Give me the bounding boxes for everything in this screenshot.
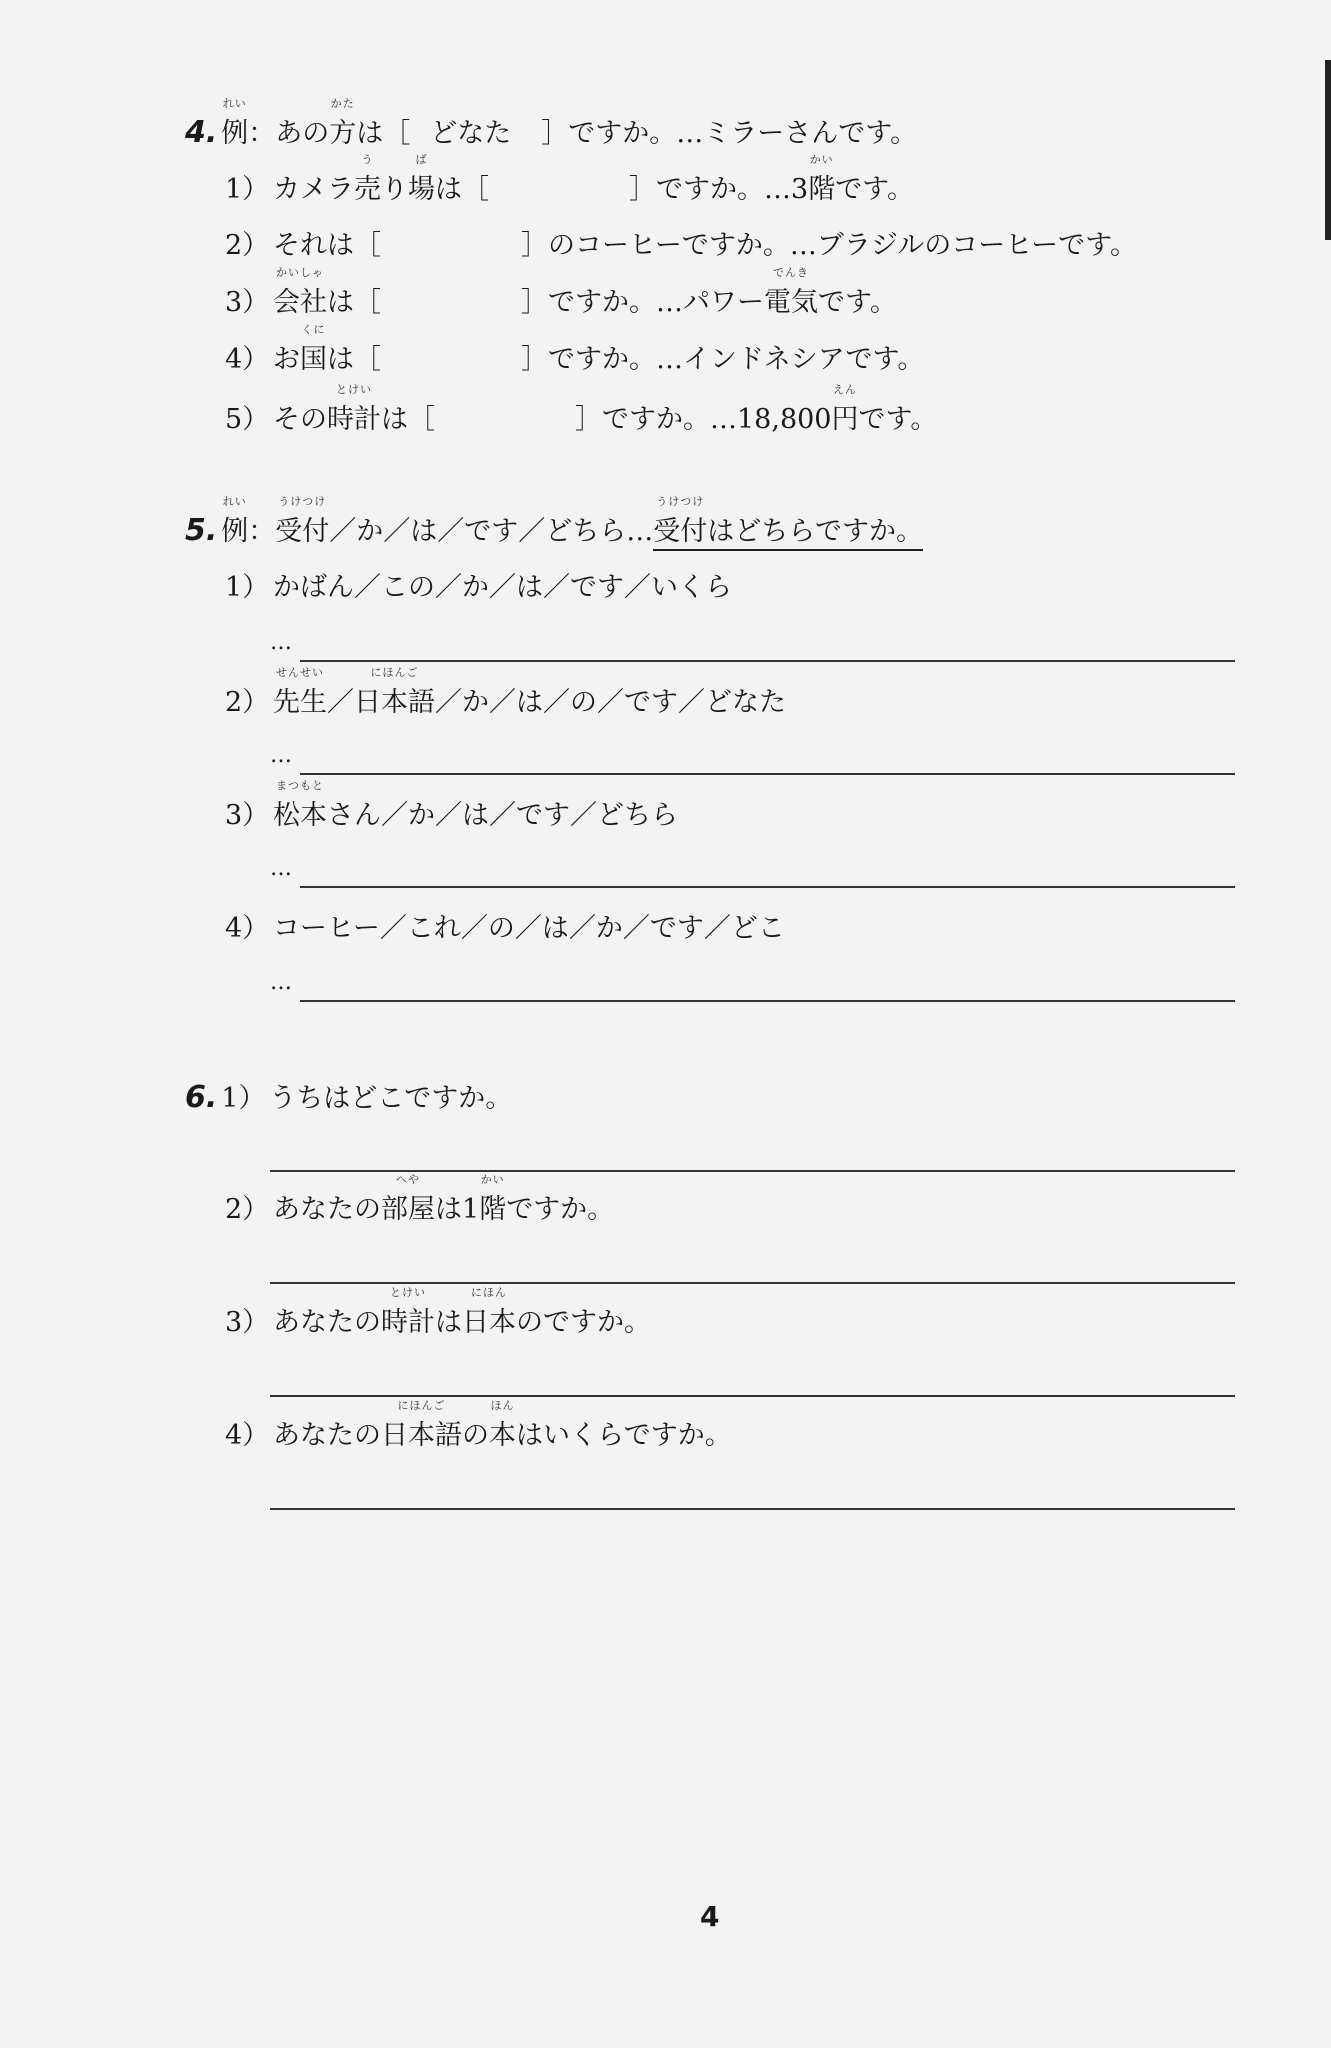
answer-line[interactable] [300,773,1235,775]
answer-line[interactable] [270,1508,1235,1510]
answer-line[interactable] [300,660,1235,662]
exercise-6-item-1: 6. 1） うちはどこですか。 [185,1080,513,1115]
answer-line[interactable] [270,1170,1235,1172]
exercise-4-item-4: 4） お くに 国は［ ］ですか。…インドネシアです。 [225,323,925,375]
page-number: 4 [700,1900,720,1933]
exercise-5-item-1: 1） かばん／この／か／は／です／いくら [225,572,732,603]
example-answer: うけつけ 受付はどちらですか。 [653,516,923,551]
exercise-4-example: 4. れい 例：あの かた 方は［ どなた ］ですか。…ミラーさんです。 [185,97,918,150]
page-edge-shadow [1325,60,1331,240]
section-number: 4. [185,115,218,150]
section-number: 6. [185,1080,218,1115]
section-number: 5. [185,513,218,548]
answer-prefix: … [270,743,291,768]
exercise-4-item-1: 1） カメラ う 売り ば 場は［ ］ですか。…3 かい 階です。 [225,153,915,205]
exercise-4-item-2: 2） それは［ ］のコーヒーですか。…ブラジルのコーヒーです。 [225,230,1138,261]
answer-line[interactable] [270,1282,1235,1284]
exercise-5-item-3: 3） まつもと 松本さん／か／は／です／どちら [225,779,678,831]
answer-prefix: … [270,630,291,655]
answer-line[interactable] [300,1000,1235,1002]
exercise-5-example: 5. れい 例： うけつけ 受付／か／は／です／どちら… うけつけ 受付はどちらですか。 [185,513,923,550]
exercise-5-item-4: 4） コーヒー／これ／の／は／か／です／どこ [225,913,785,944]
exercise-6-item-4: 4） あなたの にほんご 日本語の ほん 本はいくらですか。 [225,1399,732,1451]
exercise-5-item-2: 2） せんせい 先生／ にほんご 日本語／か／は／の／です／どなた [225,666,786,718]
exercise-6-item-2: 2） あなたの へや 部屋は1 かい 階ですか。 [225,1173,615,1225]
answer-prefix: … [270,856,291,881]
answer-line[interactable] [270,1395,1235,1397]
example-answer: どなた [430,118,512,149]
answer-prefix: … [270,970,291,995]
exercise-6-item-3: 3） あなたの とけい 時計は にほん 日本のですか。 [225,1286,651,1338]
exercise-4-item-3: 3） かいしゃ 会社は［ ］ですか。…パワー でんき 電気です。 [225,266,897,318]
answer-line[interactable] [300,886,1235,888]
exercise-4-item-5: 5） その とけい 時計は［ ］ですか。…18,800 えん 円です。 [225,383,938,435]
